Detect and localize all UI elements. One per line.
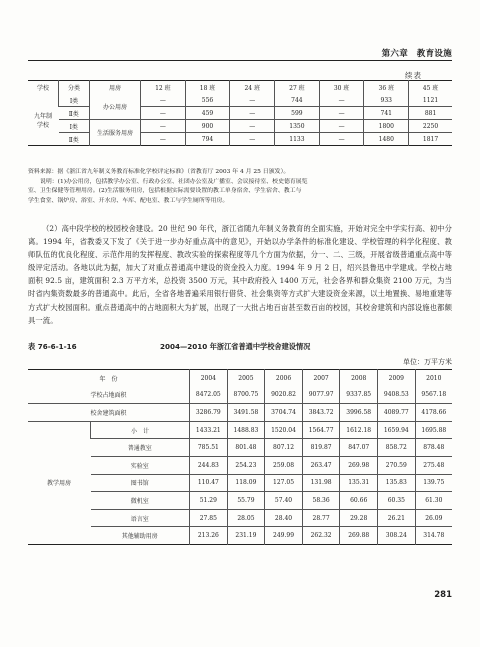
table-header-row <box>28 81 452 95</box>
value-cell: 269.98 <box>340 456 378 474</box>
column-header: 2006 <box>265 370 303 387</box>
value-cell: 1480 <box>364 133 409 146</box>
value-cell: 110.47 <box>190 474 228 492</box>
column-header: 18 班 <box>185 81 230 95</box>
row-label: 微机室 <box>91 492 190 510</box>
value-cell: 1433.21 <box>190 421 228 439</box>
table-row <box>28 492 452 510</box>
value-cell: 51.29 <box>190 492 228 510</box>
value-cell: 263.47 <box>302 456 340 474</box>
value-cell: 1800 <box>364 120 409 133</box>
column-header: 2008 <box>340 370 378 387</box>
column-header: 2007 <box>302 370 340 387</box>
row-label: 普通教室 <box>91 439 190 457</box>
value-cell: 269.88 <box>340 527 378 545</box>
class-cell: Ⅰ类 <box>59 94 90 107</box>
value-cell: — <box>141 120 186 133</box>
explanation-note-cont: 室、卫生保健等管理用房。(2)生活服务用房，包括根据实际需要设置的教工单身宿舍、学生宿舍、教工与 <box>28 188 302 195</box>
value-cell: — <box>141 94 186 107</box>
value-cell: 135.31 <box>340 474 378 492</box>
value-cell: 1695.88 <box>415 421 452 439</box>
value-cell: 801.48 <box>227 439 265 457</box>
value-cell: — <box>319 133 364 146</box>
row-label: 小 计 <box>91 421 190 439</box>
body-paragraph: （2）高中段学校的校园校舍建设。20 世纪 90 年代，浙江省随九年制义务教育的全面实施，开始对完全中学实行高、初中分离。1994 年，省教委又下发了《关于进一步办好重点高中的意见》，开始以办学条件的标准化建设、学校管理的科学化程度、教师队伍的优良化程度、示范作用的发挥程度、教改实验的探索程度等几个方面为依据，分一、二、三级，开展省级普通重点高中等级评定活动。各地以此为据，加大了对重点普通高中建设的资金投入力度。1994 年 9 月 2 日，绍兴县鲁迅中学建成。学校占地面积 92.5 亩，建筑面积 2.3 万平方米，总投资 3500 万元，其中政府投入 1400 万元，社会各界和群众集资 2100 万元，为当时省内集资数最多的普通高中。此后，全省各地普遍采用银行借贷、社会集资等方式扩大建设资金来源，以土地置换、易地重建等方式扩大校园面积。重点普通高中的占地面积大为扩展，出现了一大批占地百亩甚至数百亩的校园，其校舍建筑和内部设施也都颇具一流。 <box>28 224 452 325</box>
class-cell: Ⅰ类 <box>59 120 90 133</box>
table-row <box>28 439 452 457</box>
table-header-row <box>28 370 452 387</box>
value-cell: 60.35 <box>378 492 416 510</box>
continued-label: 续表 <box>405 71 422 80</box>
value-cell: 4089.77 <box>378 404 416 422</box>
page-number: 281 <box>434 590 452 600</box>
table-title: 2004—2010 年浙江省普通中学校舍建设情况 <box>160 342 311 351</box>
row-label: 实验室 <box>91 456 190 474</box>
value-cell: — <box>230 107 275 120</box>
table-row <box>28 527 452 545</box>
value-cell: 61.30 <box>415 492 452 510</box>
value-cell: 28.40 <box>265 509 303 527</box>
value-cell: 2250 <box>409 120 452 133</box>
value-cell: 794 <box>185 133 230 146</box>
room-type-cell: 办公用房 <box>90 94 141 120</box>
column-header: 2010 <box>415 370 452 387</box>
column-header: 2009 <box>378 370 416 387</box>
value-cell: 29.28 <box>340 509 378 527</box>
column-header: 12 班 <box>141 81 186 95</box>
value-cell: 28.77 <box>302 509 340 527</box>
year-header: 年 份 <box>99 375 118 383</box>
group-label: 教学用房 <box>28 421 91 544</box>
value-cell: 9077.97 <box>302 387 340 404</box>
column-header: 分类 <box>59 81 90 95</box>
value-cell: 1612.18 <box>340 421 378 439</box>
value-cell: 3286.79 <box>190 404 228 422</box>
school-building-table <box>28 369 452 545</box>
value-cell: — <box>319 107 364 120</box>
explanation-note: 说明：(1)办公用房，包括教学办公室、行政办公室、社团办公室及广播室、会议接待室、校史德育展览 <box>40 178 308 185</box>
value-cell: 213.26 <box>190 527 228 545</box>
value-cell: 1121 <box>409 94 452 107</box>
row-label: 语言室 <box>91 509 190 527</box>
school-type-cell: 九年制学校 <box>34 112 53 129</box>
column-header: 2005 <box>227 370 265 387</box>
value-cell: 26.09 <box>415 509 452 527</box>
column-header: 24 班 <box>230 81 275 95</box>
table-row <box>28 456 452 474</box>
column-header: 45 班 <box>409 81 452 95</box>
class-cell: Ⅱ类 <box>59 107 90 120</box>
school-rooms-table <box>28 80 452 146</box>
value-cell: — <box>319 120 364 133</box>
value-cell: 3996.58 <box>340 404 378 422</box>
value-cell: 254.23 <box>227 456 265 474</box>
value-cell: — <box>230 94 275 107</box>
value-cell: — <box>141 133 186 146</box>
value-cell: 131.98 <box>302 474 340 492</box>
value-cell: 459 <box>185 107 230 120</box>
value-cell: 878.48 <box>415 439 452 457</box>
chapter-header: 第六章 教育设施 <box>381 49 452 59</box>
table-unit: 单位：万平方米 <box>403 358 452 366</box>
value-cell: 744 <box>275 94 320 107</box>
column-header: 2004 <box>190 370 228 387</box>
value-cell: 9020.82 <box>265 387 303 404</box>
value-cell: 249.99 <box>265 527 303 545</box>
value-cell: — <box>230 133 275 146</box>
value-cell: 1350 <box>275 120 320 133</box>
table-row <box>28 474 452 492</box>
source-note: 资料来源：据《浙江省九年制义务教育标准化学校评定标准》（省教育厅 2003 年 4 月 25 日颁发）。 <box>28 169 290 175</box>
value-cell: 933 <box>364 94 409 107</box>
table-row <box>28 387 452 404</box>
value-cell: 556 <box>185 94 230 107</box>
value-cell: 858.72 <box>378 439 416 457</box>
column-header: 36 班 <box>364 81 409 95</box>
table-row <box>28 421 452 439</box>
value-cell: 270.59 <box>378 456 416 474</box>
value-cell: 27.85 <box>190 509 228 527</box>
row-label: 学校占地面积 <box>90 392 127 400</box>
column-header: 学校 <box>36 85 49 92</box>
value-cell: 55.79 <box>227 492 265 510</box>
value-cell: 900 <box>185 120 230 133</box>
value-cell: 139.75 <box>415 474 452 492</box>
value-cell: — <box>230 120 275 133</box>
value-cell: 127.05 <box>265 474 303 492</box>
value-cell: 9337.85 <box>340 387 378 404</box>
value-cell: 308.24 <box>378 527 416 545</box>
value-cell: 118.09 <box>227 474 265 492</box>
value-cell: 9567.18 <box>415 387 452 404</box>
value-cell: 847.07 <box>340 439 378 457</box>
value-cell: 819.87 <box>302 439 340 457</box>
value-cell: 3491.58 <box>227 404 265 422</box>
row-label: 图书馆 <box>91 474 190 492</box>
column-header: 30 班 <box>319 81 364 95</box>
value-cell: 1817 <box>409 133 452 146</box>
value-cell: 3704.74 <box>265 404 303 422</box>
value-cell: 262.32 <box>302 527 340 545</box>
table-row <box>28 94 452 107</box>
column-header: 27 班 <box>275 81 320 95</box>
value-cell: 8472.05 <box>190 387 228 404</box>
explanation-note-cont: 学生食堂、锅炉房、浴室、开水房、车库、配电室、教工与学生厕所等用房。 <box>28 197 229 204</box>
value-cell: 28.05 <box>227 509 265 527</box>
value-cell: 57.40 <box>265 492 303 510</box>
value-cell: — <box>319 94 364 107</box>
value-cell: 881 <box>409 107 452 120</box>
row-label: 校舍建筑面积 <box>28 404 190 422</box>
value-cell: 1520.04 <box>265 421 303 439</box>
header-rule <box>28 60 452 61</box>
value-cell: 1133 <box>275 133 320 146</box>
table-row <box>28 120 452 133</box>
value-cell: 1488.83 <box>227 421 265 439</box>
column-header: 用房 <box>90 81 141 95</box>
table-number: 表 76-6-1-16 <box>28 342 77 351</box>
value-cell: 599 <box>275 107 320 120</box>
value-cell: 8700.75 <box>227 387 265 404</box>
value-cell: 1564.77 <box>302 421 340 439</box>
value-cell: 135.83 <box>378 474 416 492</box>
value-cell: 314.78 <box>415 527 452 545</box>
value-cell: 244.83 <box>190 456 228 474</box>
row-label: 其他辅助用房 <box>91 527 190 545</box>
value-cell: 26.21 <box>378 509 416 527</box>
table-row <box>28 509 452 527</box>
value-cell: 4178.66 <box>415 404 452 422</box>
table-notes <box>28 168 452 206</box>
value-cell: 231.19 <box>227 527 265 545</box>
value-cell: 259.08 <box>265 456 303 474</box>
value-cell: 60.66 <box>340 492 378 510</box>
class-cell: Ⅱ类 <box>59 133 90 146</box>
value-cell: 807.12 <box>265 439 303 457</box>
value-cell: 58.36 <box>302 492 340 510</box>
value-cell: 275.48 <box>415 456 452 474</box>
value-cell: 9408.53 <box>378 387 416 404</box>
value-cell: 785.51 <box>190 439 228 457</box>
value-cell: 1659.94 <box>378 421 416 439</box>
table-row <box>28 404 452 422</box>
value-cell: — <box>141 107 186 120</box>
value-cell: 741 <box>364 107 409 120</box>
room-type-cell: 生活服务用房 <box>90 120 141 146</box>
value-cell: 3843.72 <box>302 404 340 422</box>
